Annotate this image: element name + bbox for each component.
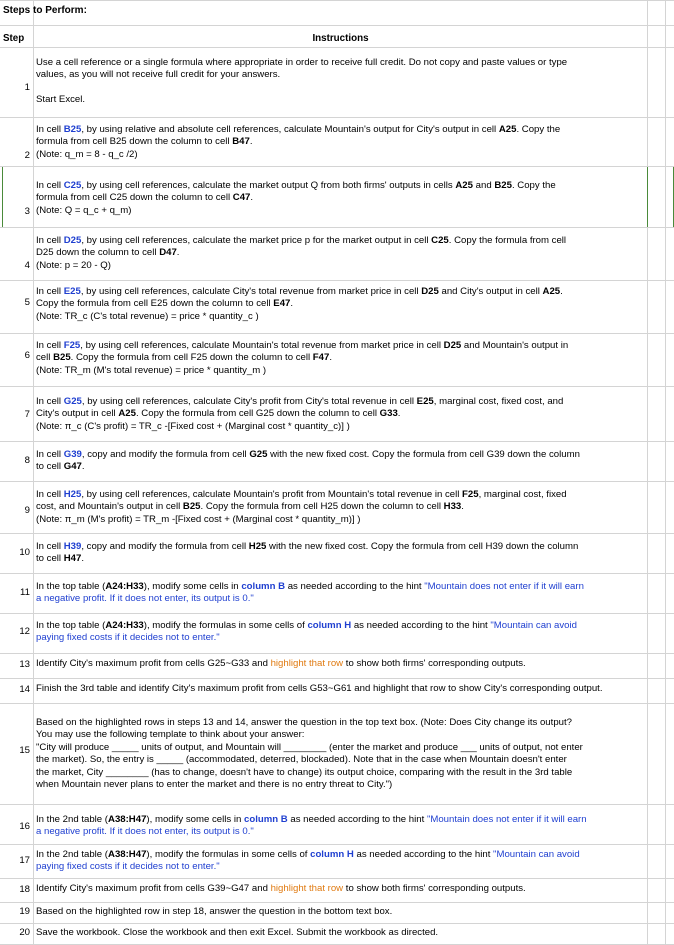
grid-line: [0, 878, 674, 879]
step-column-header: Step: [3, 33, 25, 44]
grid-line: [0, 386, 674, 387]
step-instruction: In the top table (A24:H33), modify some cells in column B as needed according to the hint "Mountain does not enter if it will earn a negative profit. If it does not enter, its output is 0.": [36, 581, 584, 605]
step-instruction: In cell G39, copy and modify the formula from cell G25 with the new fixed cost. Copy the formula from cell G39 down the column to cell G47.: [36, 449, 580, 473]
step-number: 15: [19, 745, 30, 756]
page-title: Steps to Perform:: [3, 5, 87, 16]
step-number: 11: [20, 587, 30, 598]
step-instruction: In the top table (A24:H33), modify the formulas in some cells of column H as needed according to the hint "Mountain can avoid paying fixed costs if it decides not to enter.": [36, 620, 577, 644]
grid-line: [0, 653, 674, 654]
grid-line: [0, 25, 674, 26]
step-instruction: In cell B25, by using relative and absolute cell references, calculate Mountain's output for City's output in cell A25. Copy the formula from cell B25 down the column to cell B47. (Note: q_m = 8 - q_c /2): [36, 124, 561, 160]
step-instruction: In cell C25, by using cell references, calculate the market output Q from both firms' outputs in cells A25 and B25. Copy the formula from cell C25 down the column to cell C47. (Note: Q = q_c + q_m): [36, 180, 556, 216]
grid-line: [0, 613, 674, 614]
step-instruction: In cell G25, by using cell references, calculate City's profit from City's total revenue in cell E25, marginal cost, fixed cost, and City's output in cell A25. Copy the formula from cell G25 down the column to cell G33. (Note: π_c (C's profit) = TR_c -[Fixed cost + (Marginal cost * quantity_c)] ): [36, 396, 564, 432]
step-number: 1: [24, 82, 30, 93]
step-instruction: Use a cell reference or a single formula where appropriate in order to receive full credit. Do not copy and paste values or type values, as you will not receive full credit for your answers. Start Excel.: [36, 57, 568, 106]
grid-line: [647, 0, 648, 944]
grid-line: [665, 0, 666, 944]
step-instruction: Save the workbook. Close the workbook and then exit Excel. Submit the workbook as directed.: [36, 927, 439, 938]
grid-line: [0, 481, 674, 482]
step-number: 7: [24, 409, 30, 420]
grid-line: [0, 844, 674, 845]
step-instruction: In cell H25, by using cell references, calculate Mountain's profit from Mountain's total revenue in cell F25, marginal cost, fixed cost, and Mountain's output in cell B25. Copy the formula from cell H25 down the column to cell H33. (Note: π_m (M's profit) = TR_m -[Fixed cost + (Marginal cost * quantity_m)] ): [36, 489, 567, 525]
step-number: 5: [24, 297, 30, 308]
step-number: 6: [24, 350, 30, 361]
grid-line: [0, 678, 674, 679]
step-number: 8: [24, 455, 30, 466]
step-number: 18: [19, 884, 30, 895]
grid-line: [0, 47, 674, 48]
step-number: 16: [19, 821, 30, 832]
grid-line: [0, 902, 674, 903]
step-number: 9: [24, 505, 30, 516]
step-instruction: In cell H39, copy and modify the formula from cell H25 with the new fixed cost. Copy the formula from cell H39 down the column to cell H47.: [36, 541, 579, 565]
step-number: 14: [19, 684, 30, 695]
grid-line: [0, 441, 674, 442]
step-number: 2: [24, 150, 30, 161]
grid-line: [0, 573, 674, 574]
grid-line: [0, 227, 674, 228]
grid-line: [0, 533, 674, 534]
selection-border-left: [0, 166, 3, 227]
step-instruction: In cell F25, by using cell references, calculate Mountain's total revenue from market price in cell D25 and Mountain's output in cell B25. Copy the formula from cell F25 down the column to cell F47. (Note: TR_m (M's total revenue) = price * quantity_m ): [36, 340, 569, 376]
grid-line: [33, 0, 34, 944]
step-instruction: In cell D25, by using cell references, calculate the market price p for the market output in cell C25. Copy the formula from cell D25 down the column to cell D47. (Note: p = 20 - Q): [36, 235, 567, 271]
grid-line: [0, 333, 674, 334]
grid-line: [0, 923, 674, 924]
step-number: 13: [19, 659, 30, 670]
step-instruction: In the 2nd table (A38:H47), modify some cells in column B as needed according to the hint "Mountain does not enter if it will earn a negative profit. If it does not enter, its output is 0.": [36, 814, 587, 838]
step-number: 10: [19, 547, 30, 558]
grid-line: [0, 804, 674, 805]
step-number: 19: [19, 906, 30, 917]
step-number: 12: [19, 626, 30, 637]
step-instruction: In the 2nd table (A38:H47), modify the formulas in some cells of column H as needed according to the hint "Mountain can avoid paying fixed costs if it decides not to enter.": [36, 849, 580, 873]
step-instruction: Identify City's maximum profit from cells G39~G47 and highlight that row to show both firms' corresponding outputs.: [36, 883, 526, 894]
step-number: 3: [24, 206, 30, 217]
grid-line: [0, 0, 674, 1]
grid-line: [0, 280, 674, 281]
step-number: 4: [24, 260, 30, 271]
step-number: 17: [19, 855, 30, 866]
grid-line: [0, 166, 674, 167]
step-instruction: Identify City's maximum profit from cells G25~G33 and highlight that row to show both firms' corresponding outputs.: [36, 658, 526, 669]
selected-cell[interactable]: [647, 166, 674, 228]
step-instruction: Based on the highlighted row in step 18, answer the question in the bottom text box.: [36, 906, 393, 917]
instructions-column-header: Instructions: [312, 33, 369, 44]
step-instruction: In cell E25, by using cell references, calculate City's total revenue from market price in cell D25 and City's output in cell A25. Copy the formula from cell E25 down the column to cell E47. (Note: TR_c (C's total revenue) = price * quantity_c ): [36, 286, 563, 322]
grid-line: [0, 117, 674, 118]
grid-line: [0, 703, 674, 704]
step-instruction: Based on the highlighted rows in steps 13 and 14, answer the question in the top text box. (Note: Does City change its output? You may use the following template to think about your answer: "City will produce _____ units of output, and Mountain will ________ (enter the market and produce ___ units of output, not enter the market). So, the entry is _____ (accommodated, deterred, blockaded). Note that in the case when Mountain doesn't enter the market, City ________ (has to change, doesn't have to change) its output choice, comparing with the result in the 3rd table when Mountain never plans to enter the market and there is no entry threat to City."): [36, 717, 583, 791]
step-instruction: Finish the 3rd table and identify City's maximum profit from cells G53~G61 and highlight that row to show City's corresponding output.: [36, 683, 603, 694]
step-number: 20: [19, 927, 30, 938]
